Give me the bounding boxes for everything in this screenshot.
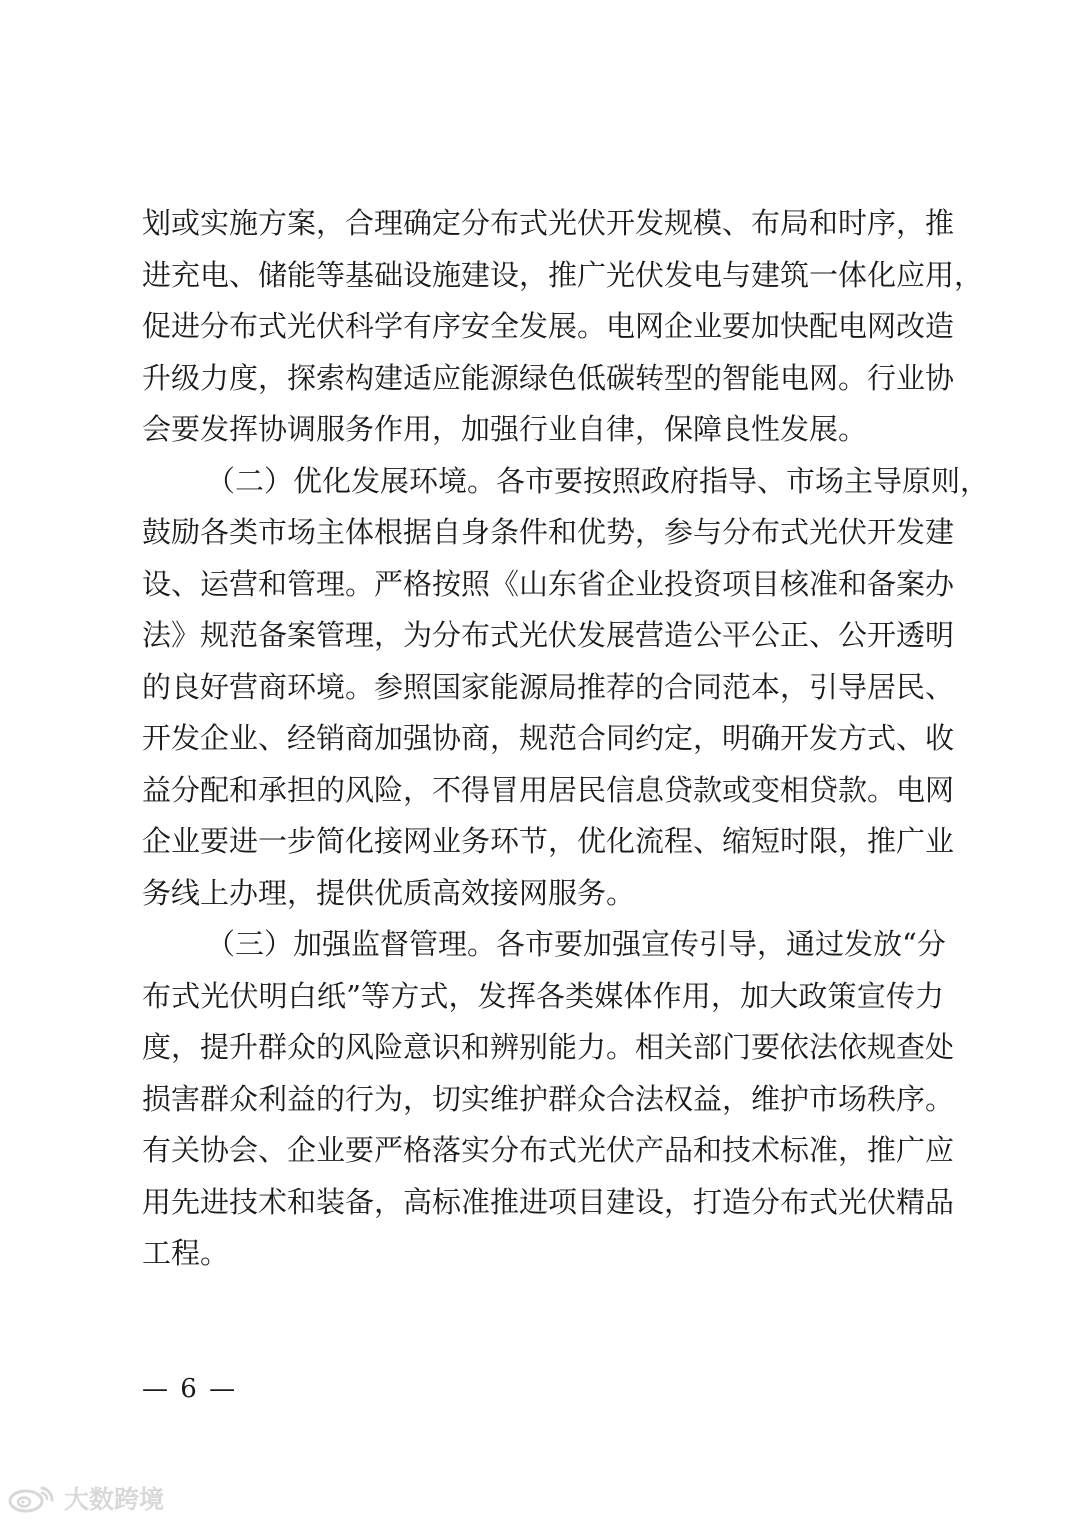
text-line: 度，提升群众的风险意识和辨别能力。相关部门要依法依规查处 — [142, 1030, 955, 1064]
text-line: （二）优化发展环境。各市要按照政府指导、市场主导原则， — [206, 463, 990, 498]
weibo-logo-icon — [6, 1482, 58, 1514]
document-body — [142, 198, 990, 1280]
text-line: 的良好营商环境。参照国家能源局推荐的合同范本，引导居民、 — [142, 669, 955, 704]
text-line: 益分配和承担的风险，不得冒用居民信息贷款或变相贷款。电网 — [142, 772, 955, 807]
text-line: 法》规范备案管理，为分布式光伏发展营造公平公正、公开透明 — [142, 618, 955, 652]
text-line: 设、运营和管理。严格按照《山东省企业投资项目核准和备案办 — [142, 566, 955, 601]
text-line: 有关协会、企业要严格落实分布式光伏产品和技术标准，推广应 — [142, 1133, 955, 1167]
watermark — [6, 1478, 164, 1518]
text-line: 进充电、储能等基础设施建设，推广光伏发电与建筑一体化应用， — [142, 257, 984, 292]
text-line: 布式光伏明白纸”等方式，发挥各类媒体作用，加大政策宣传力 — [142, 978, 944, 1013]
text-line: 促进分布式光伏科学有序安全发展。电网企业要加快配电网改造 — [142, 309, 955, 343]
text-line: 务线上办理，提供优质高效接网服务。 — [142, 875, 636, 910]
text-line: 会要发挥协调服务作用，加强行业自律，保障良性发展。 — [142, 412, 868, 446]
text-line: 开发企业、经销商加强协商，规范合同约定，明确开发方式、收 — [142, 721, 955, 755]
text-line: 升级力度，探索构建适应能源绿色低碳转型的智能电网。行业协 — [142, 360, 955, 395]
text-line: 企业要进一步简化接网业务环节，优化流程、缩短时限，推广业 — [142, 824, 955, 858]
text-line: 划或实施方案，合理确定分布式光伏开发规模、布局和时序，推 — [142, 206, 955, 240]
text-line: （三）加强监督管理。各市要加强宣传引导，通过发放“分 — [206, 927, 946, 961]
watermark-text: 大数跨境 — [64, 1485, 165, 1514]
text-line: 工程。 — [142, 1236, 230, 1270]
text-line: 用先进技术和装备，高标准推进项目建设，打造分布式光伏精品 — [142, 1184, 955, 1219]
text-line: 鼓励各类市场主体根据自身条件和优势，参与分布式光伏开发建 — [142, 515, 955, 549]
text-line: 损害群众利益的行为，切实维护群众合法权益，维护市场秩序。 — [142, 1081, 955, 1116]
page-number: — 6 — — [142, 1374, 238, 1404]
